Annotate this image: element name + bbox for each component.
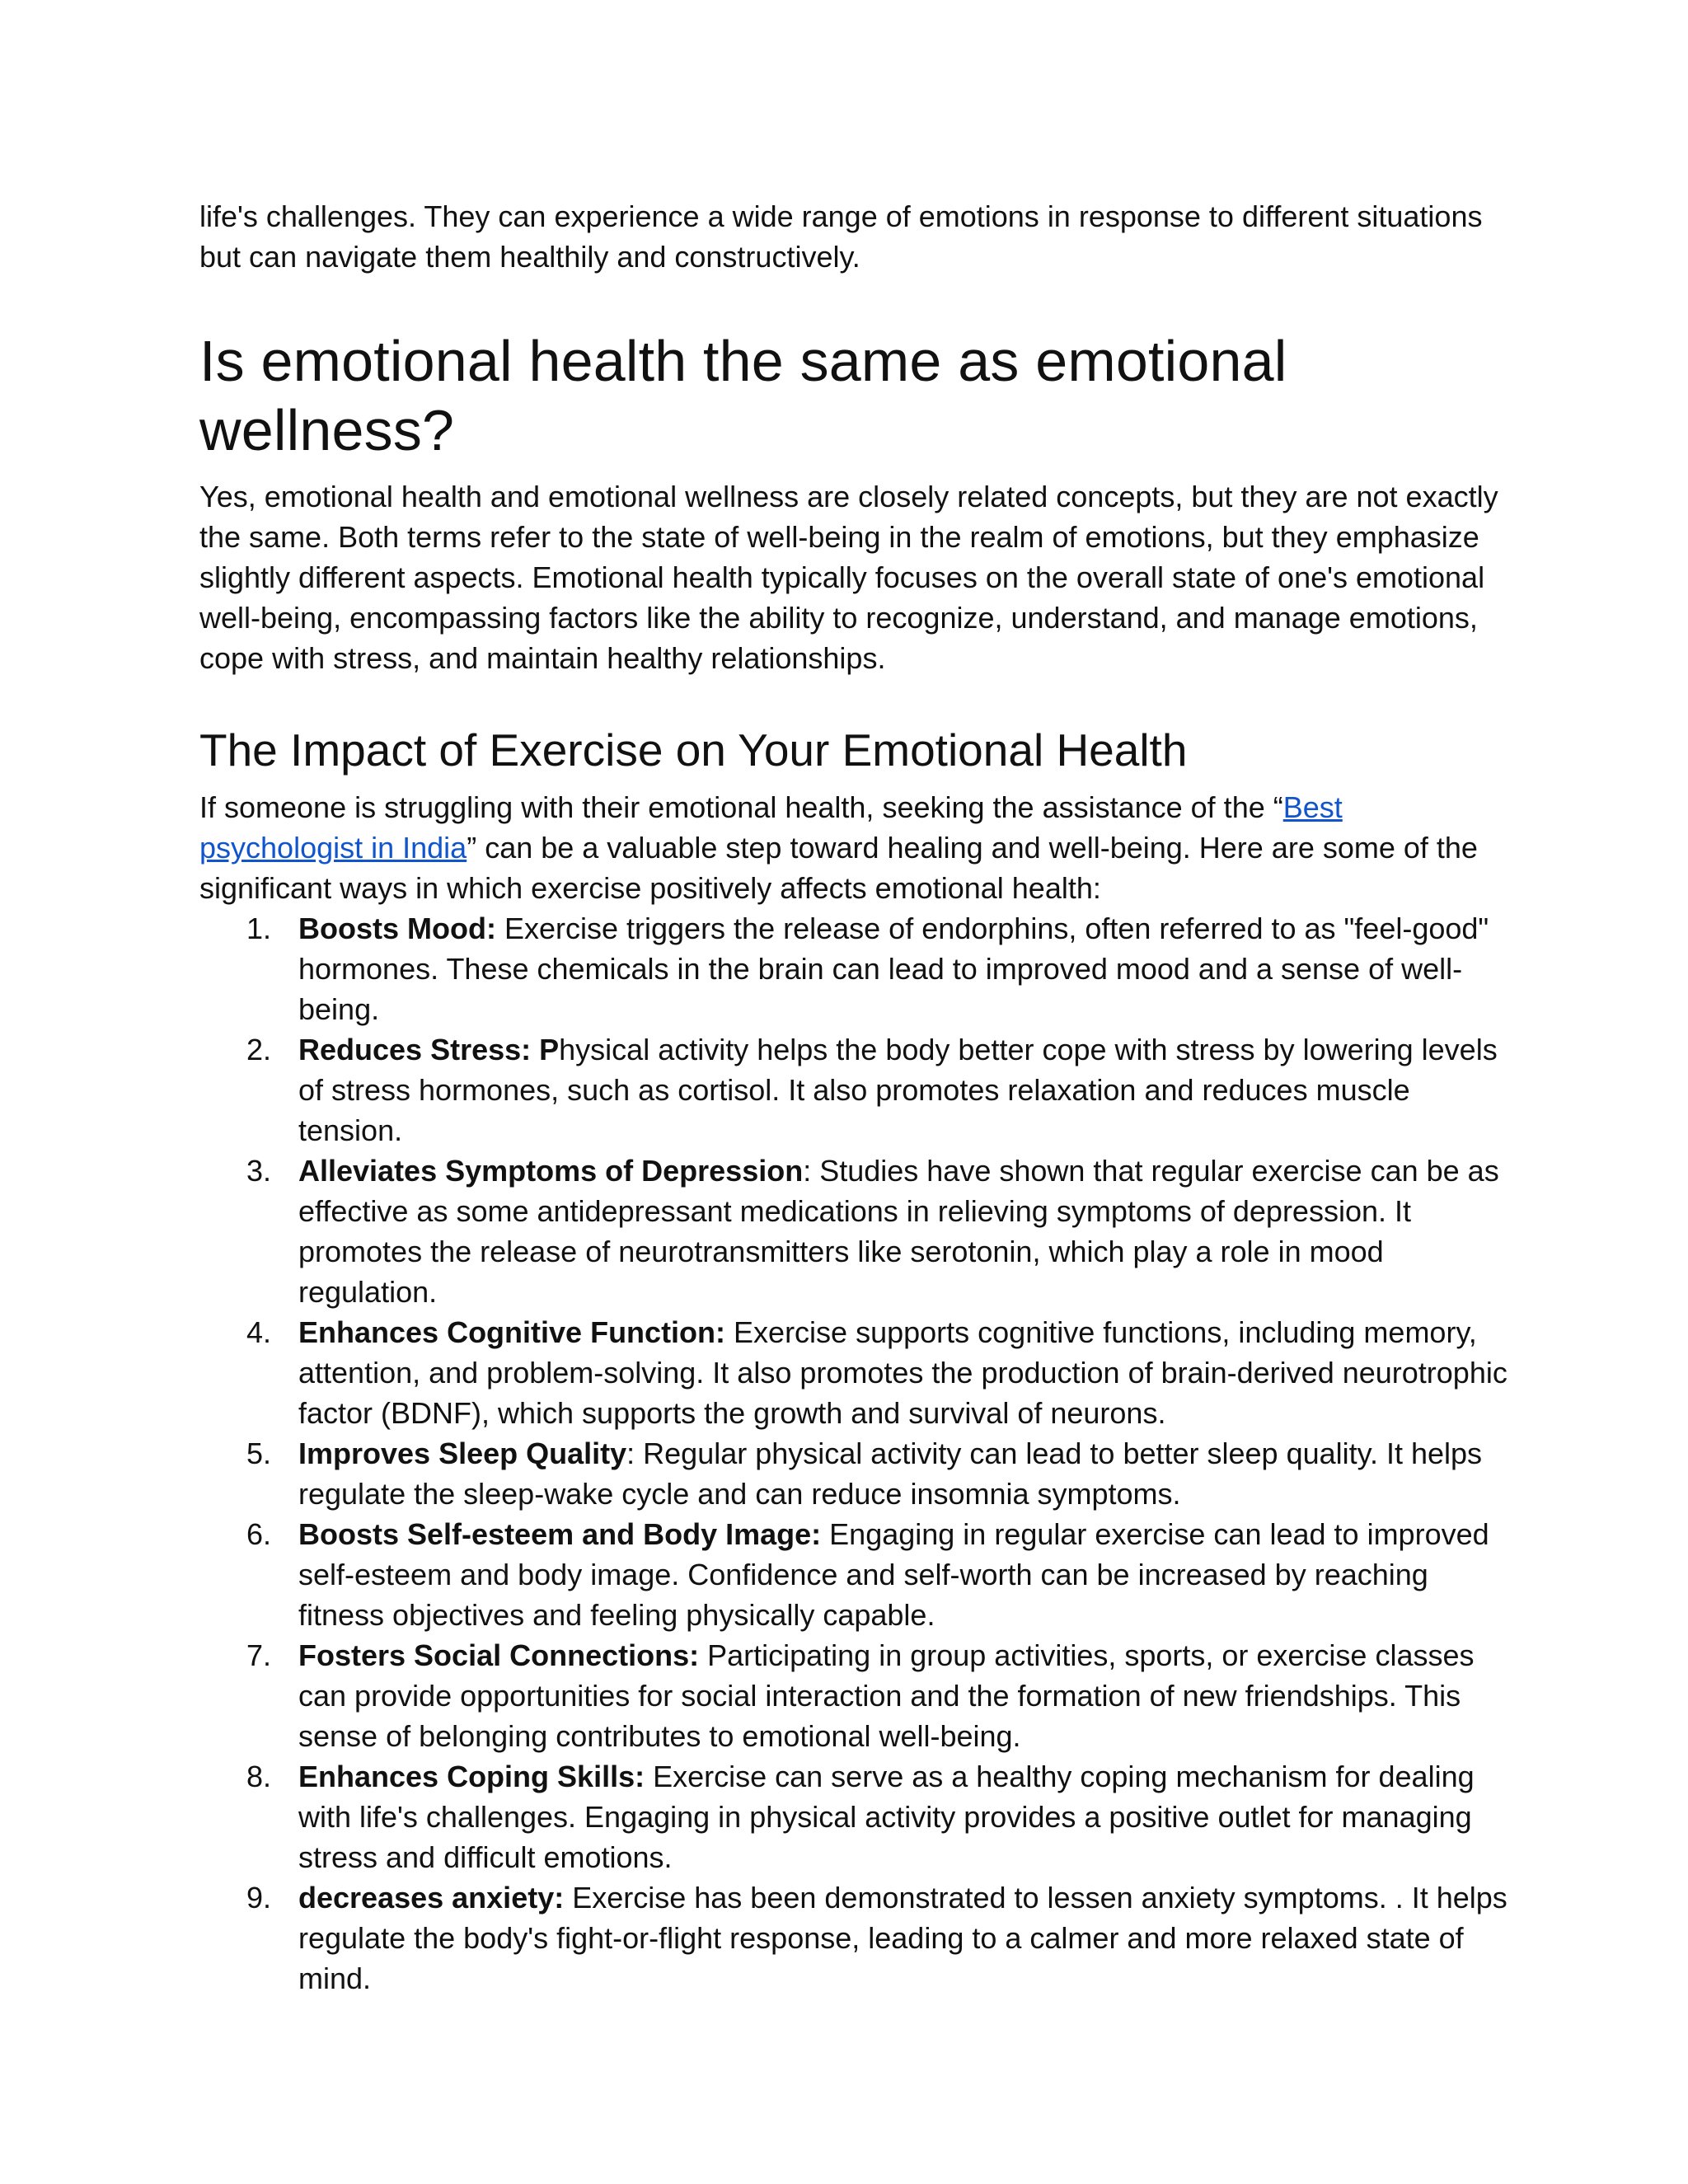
list-item-title: Alleviates Symptoms of Depression bbox=[298, 1154, 804, 1188]
list-item-number: 8. bbox=[246, 1760, 272, 1793]
list-item-text: : Regular physical activity can lead to better sleep quality. It helps regulate the sleep-wake cycle and can reduce insomnia symptoms. bbox=[298, 1436, 1483, 1511]
list-item-number: 9. bbox=[246, 1881, 272, 1915]
list-item-text: Exercise has been demonstrated to lessen anxiety symptoms. . It helps regulate the body's fight-or-flight response, leading to a calmer and more relaxed state of mind. bbox=[298, 1881, 1507, 1995]
list-item-title: Fosters Social Connections: bbox=[298, 1638, 700, 1672]
list-item-number: 3. bbox=[246, 1154, 272, 1188]
list-item-title: Reduces Stress: P bbox=[298, 1033, 560, 1066]
list-item-text: Exercise supports cognitive functions, including memory, attention, and problem-solving. It also promotes the production of brain-derived neurotrophic factor (BDNF), which supports the growth and survival of neurons. bbox=[298, 1315, 1507, 1430]
list-item bbox=[199, 1312, 1510, 1433]
list-item bbox=[199, 908, 1510, 1029]
list-item bbox=[199, 1514, 1510, 1635]
list-item-number: 7. bbox=[246, 1638, 272, 1672]
intro-paragraph: life's challenges. They can experience a wide range of emotions in response to different situations but can navigate them healthily and constructively. bbox=[199, 199, 1483, 274]
list-item-text: Exercise can serve as a healthy coping mechanism for dealing with life's challenges. Engaging in physical activity provides a positive outlet for managing stress and difficult emotions. bbox=[298, 1760, 1475, 1874]
list-item-number: 4. bbox=[246, 1315, 272, 1349]
list-item-number: 6. bbox=[246, 1517, 272, 1551]
list-item-number: 2. bbox=[246, 1033, 272, 1066]
document-page bbox=[199, 196, 1510, 1999]
list-item bbox=[199, 1635, 1510, 1756]
list-item-title: Boosts Mood: bbox=[298, 912, 496, 945]
section-paragraph-emotional-wellness: Yes, emotional health and emotional wellness are closely related concepts, but they are not exactly the same. Both terms refer to the state of well-being in the realm of emotions, but they emphasize slightly different aspects. Emotional health typically focuses on the overall state of one's emotional well-being, encompassing factors like the ability to recognize, understand, and manage emotions, cope with stress, and maintain healthy relationships. bbox=[199, 480, 1498, 675]
list-item-text: Engaging in regular exercise can lead to improved self-esteem and body image. Confidence and self-worth can be increased by reaching fitness objectives and feeling physically capable. bbox=[298, 1517, 1489, 1632]
exercise-lead-paragraph bbox=[199, 787, 1510, 908]
list-item bbox=[199, 1756, 1510, 1877]
section-heading-exercise-impact: The Impact of Exercise on Your Emotional Health bbox=[199, 724, 1188, 776]
list-item bbox=[199, 1877, 1510, 1999]
best-psychologist-link[interactable]: Best psychologist in India bbox=[199, 790, 1343, 865]
list-item-title: decreases anxiety: bbox=[298, 1881, 565, 1915]
list-item-number: 5. bbox=[246, 1436, 272, 1470]
list-item-text: Exercise triggers the release of endorphins, often referred to as "feel-good" hormones. These chemicals in the brain can lead to improved mood and a sense of well-being. bbox=[298, 912, 1489, 1026]
list-item bbox=[199, 1029, 1510, 1151]
lead-text-before: If someone is struggling with their emotional health, seeking the assistance of the “ bbox=[199, 790, 1283, 824]
list-item bbox=[199, 1151, 1510, 1312]
list-item-title: Improves Sleep Quality bbox=[298, 1436, 627, 1470]
list-item-number: 1. bbox=[246, 912, 272, 945]
lead-text-after: ” can be a valuable step toward healing and well-being. Here are some of the significant ways in which exercise positively affects emotional health: bbox=[199, 831, 1478, 905]
list-item-title: Boosts Self-esteem and Body Image: bbox=[298, 1517, 822, 1551]
list-item-text: hysical activity helps the body better cope with stress by lowering levels of stress hormones, such as cortisol. It also promotes relaxation and reduces muscle tension. bbox=[298, 1033, 1498, 1147]
list-item-text: : Studies have shown that regular exercise can be as effective as some antidepressant medications in relieving symptoms of depression. It promotes the release of neurotransmitters like serotonin, which play a role in mood regulation. bbox=[298, 1154, 1499, 1309]
list-item-title: Enhances Cognitive Function: bbox=[298, 1315, 726, 1349]
exercise-benefits-list bbox=[199, 908, 1510, 1999]
list-item-title: Enhances Coping Skills: bbox=[298, 1760, 645, 1793]
list-item-text: Participating in group activities, sports, or exercise classes can provide opportunities for social interaction and the formation of new friendships. This sense of belonging contributes to emotional well-being. bbox=[298, 1638, 1475, 1753]
section-heading-emotional-wellness: Is emotional health the same as emotional wellness? bbox=[199, 329, 1287, 462]
list-item bbox=[199, 1433, 1510, 1514]
